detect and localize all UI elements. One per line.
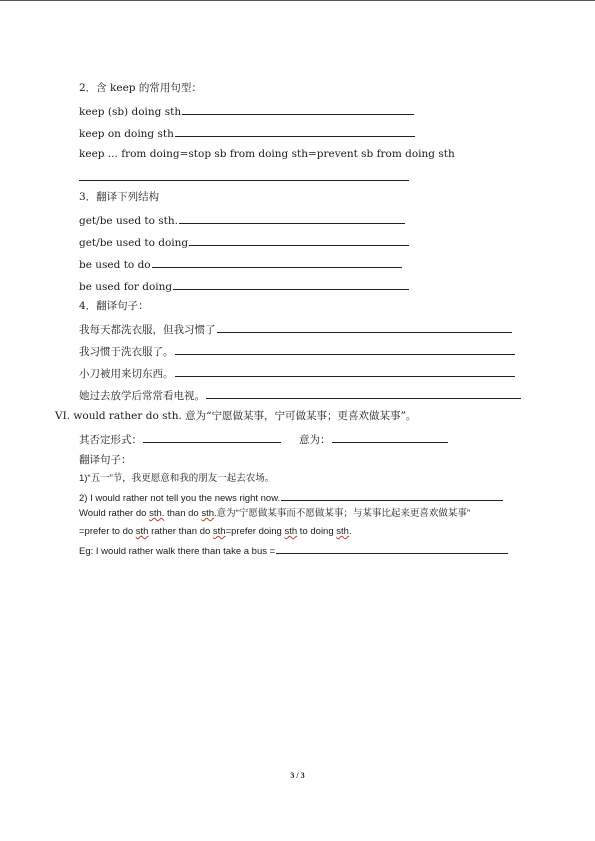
- answer-blank[interactable]: [189, 235, 409, 246]
- answer-blank[interactable]: [182, 104, 414, 115]
- page-number: 3 / 3: [290, 771, 305, 780]
- structure-item: get/be used to doing: [79, 235, 409, 250]
- example-sentence: Eg: I would rather walk there than take a bus =: [79, 543, 508, 558]
- would-rather-rule: Would rather do sth. than do sth.意为“宁愿做某事而不愿做某事；与某事比起来更喜欢做某事”: [79, 508, 471, 519]
- section2-heading: 2．含 keep 的常用句型：: [79, 82, 202, 94]
- answer-blank[interactable]: [152, 257, 402, 268]
- translate-item: 小刀被用来切东西。: [79, 366, 515, 381]
- answer-blank[interactable]: [217, 322, 512, 333]
- keep-from-doing-item: keep ... from doing=stop sb from doing sth=prevent sb from doing sth: [79, 148, 455, 160]
- structure-item: get/be used to sth.: [79, 213, 405, 228]
- sentence-2: 2) I would rather not tell you the news right now.: [79, 490, 503, 505]
- page-top-border: [0, 0, 595, 1]
- section6-heading: VI. would rather do sth. 意为“宁愿做某事，宁可做某事；更喜欢做某事”。: [55, 410, 417, 422]
- translate-item: 我习惯于洗衣服了。: [79, 344, 515, 359]
- answer-blank[interactable]: [79, 180, 409, 181]
- translate-label: 翻译句子：: [79, 454, 132, 466]
- answer-blank[interactable]: [175, 126, 415, 137]
- structure-item: be used for doing: [79, 279, 409, 294]
- translate-item: 她过去放学后常常看电视。: [79, 388, 521, 403]
- keep-doing-item: keep (sb) doing sth: [79, 104, 414, 119]
- structure-item: be used to do: [79, 257, 402, 272]
- answer-blank[interactable]: [173, 279, 409, 290]
- translate-item: 我每天都洗衣服，但我习惯了: [79, 322, 512, 337]
- answer-blank[interactable]: [175, 366, 515, 377]
- section4-heading: 4．翻译句子：: [79, 300, 149, 312]
- prefer-equivalence: =prefer to do sth rather than do sth=prefer doing sth to doing sth.: [79, 526, 352, 537]
- section3-heading: 3．翻译下列结构: [79, 191, 160, 203]
- keep-on-doing-item: keep on doing sth: [79, 126, 415, 141]
- answer-blank[interactable]: [175, 344, 515, 355]
- answer-blank[interactable]: [281, 490, 503, 501]
- answer-blank[interactable]: [206, 388, 521, 399]
- sentence-1: 1)“五一”节，我更愿意和我的朋友一起去农场。: [79, 473, 275, 484]
- answer-blank[interactable]: [179, 213, 405, 224]
- negative-form-line: 其否定形式： 意为：: [79, 432, 448, 447]
- answer-blank[interactable]: [332, 432, 448, 443]
- answer-blank[interactable]: [276, 543, 508, 554]
- answer-blank[interactable]: [143, 432, 281, 443]
